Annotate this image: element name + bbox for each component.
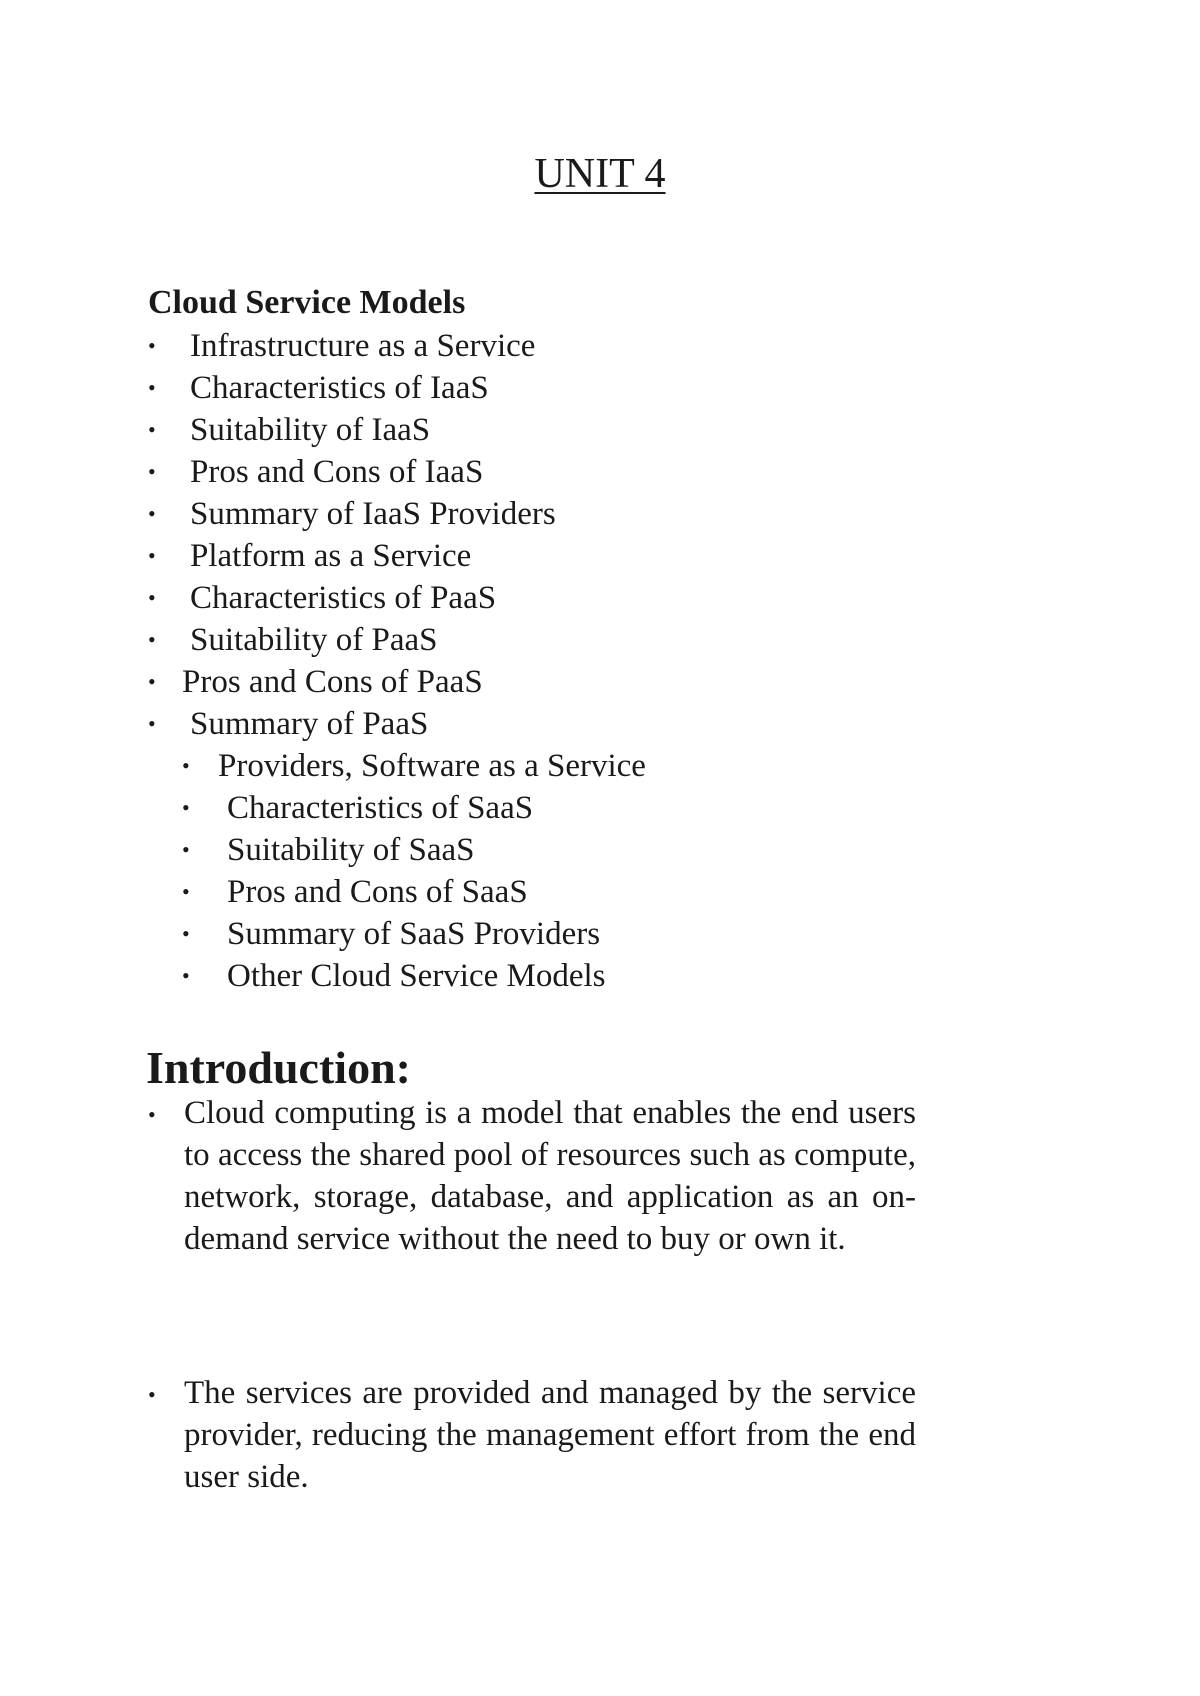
- intro-paragraph: The services are provided and managed by the service provider, reducing the management effort from the end user side.: [184, 1375, 916, 1495]
- bullet-icon: •: [148, 375, 156, 400]
- bullet-icon: •: [148, 627, 156, 652]
- bullet-icon: •: [182, 921, 190, 946]
- list-item-text: Summary of SaaS Providers: [227, 916, 601, 952]
- bullet-icon: •: [182, 837, 190, 862]
- bullet-icon: •: [148, 585, 156, 610]
- bullet-icon: •: [182, 753, 190, 778]
- list-item-text: Infrastructure as a Service: [190, 328, 536, 364]
- list-item-text: Other Cloud Service Models: [227, 958, 606, 994]
- bullet-icon: •: [182, 795, 190, 820]
- list-item-text: Summary of PaaS: [190, 706, 429, 742]
- list-item-text: Suitability of SaaS: [227, 832, 475, 868]
- bullet-icon: •: [148, 1382, 156, 1407]
- section-heading: Cloud Service Models: [148, 284, 466, 321]
- list-item-text: Characteristics of SaaS: [227, 790, 534, 826]
- list-item-text: Summary of IaaS Providers: [190, 496, 556, 532]
- list-item-text: Pros and Cons of IaaS: [190, 454, 484, 490]
- bullet-icon: •: [148, 459, 156, 484]
- list-item-text: Providers, Software as a Service: [218, 748, 646, 784]
- bullet-icon: •: [148, 333, 156, 358]
- bullet-icon: •: [182, 963, 190, 988]
- introduction-heading: Introduction:: [146, 1042, 411, 1093]
- unit-title-text: UNIT 4: [534, 151, 666, 197]
- bullet-icon: •: [148, 1102, 156, 1127]
- intro-paragraph: Cloud computing is a model that enables the end users to access the shared pool of resources such as compute, network, storage, database, and application as an on-demand service without the need to buy or own it.: [184, 1095, 916, 1257]
- unit-title: [0, 148, 1200, 200]
- list-item-text: Pros and Cons of SaaS: [227, 874, 528, 910]
- list-item-text: Characteristics of IaaS: [190, 370, 489, 406]
- bullet-icon: •: [182, 879, 190, 904]
- list-item-text: Suitability of PaaS: [190, 622, 438, 658]
- list-item-text: Pros and Cons of PaaS: [182, 664, 483, 700]
- list-item-text: Characteristics of PaaS: [190, 580, 497, 616]
- list-item-text: Platform as a Service: [190, 538, 472, 574]
- bullet-icon: •: [148, 501, 156, 526]
- bullet-icon: •: [148, 543, 156, 568]
- bullet-icon: •: [148, 711, 156, 736]
- list-item-text: Suitability of IaaS: [190, 412, 431, 448]
- bullet-icon: •: [148, 669, 156, 694]
- bullet-icon: •: [148, 417, 156, 442]
